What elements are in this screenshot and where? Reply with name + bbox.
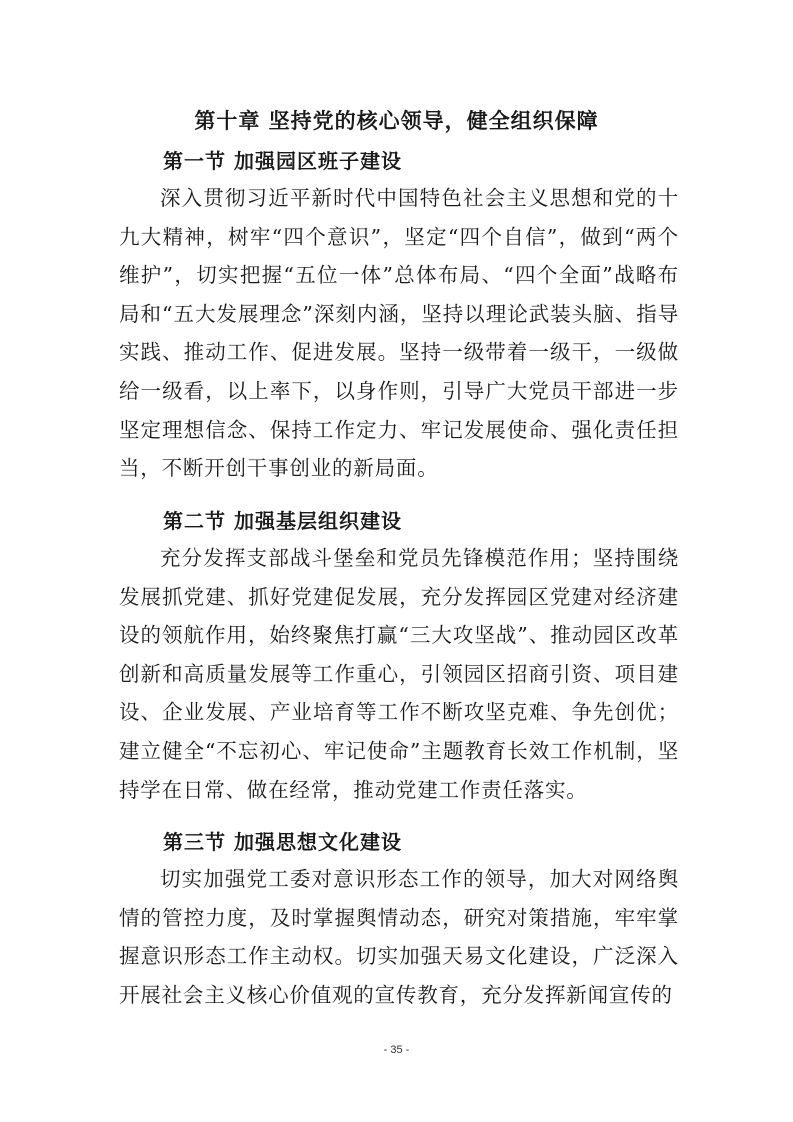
section-title-3: 第三节 加强思想文化建设 xyxy=(163,830,402,854)
section-title-1: 第一节 加强园区班子建设 xyxy=(163,149,402,173)
chapter-title: 第十章 坚持党的核心领导，健全组织保障 xyxy=(194,109,599,133)
page-number: - 35 - xyxy=(383,1044,410,1056)
section-paragraph-1: 深入贯彻习近平新时代中国特色社会主义思想和党的十九大精神，树牢“四个意识”，坚定“四个自信”，做到“两个维护”，切实把握“五位一体”总体布局、“四个全面”战略布局和“五大发展理念”深刻内涵，坚持以理论武装头脑、指导实践、推动工作、促进发展。坚持一级带着一级干，一级做给一级看，以上率下，以身作则，引导广大党员干部进一步坚定理想信念、保持工作定力、牢记发展使命、强化责任担当，不断开创干事创业的新局面。 xyxy=(119,186,679,481)
section-paragraph-2: 充分发挥支部战斗堡垒和党员先锋模范作用；坚持围绕发展抓党建、抓好党建促发展，充分发挥园区党建对经济建设的领航作用，始终聚焦打赢“三大攻坚战”、推动园区改革创新和高质量发展等工作重心，引领园区招商引资、项目建设、企业发展、产业培育等工作不断攻坚克难、争先创优；建立健全“不忘初心、牢记使命”主题教育长效工作机制，坚持学在日常、做在经常，推动党建工作责任落实。 xyxy=(119,546,679,802)
section-title-2: 第二节 加强基层组织建设 xyxy=(163,509,402,533)
section-paragraph-3: 切实加强党工委对意识形态工作的领导，加大对网络舆情的管控力度，及时掌握舆情动态，研究对策措施，牢牢掌握意识形态工作主动权。切实加强天易文化建设，广泛深入开展社会主义核心价值观的宣传教育，充分发挥新闻宣传的 xyxy=(119,867,679,1007)
